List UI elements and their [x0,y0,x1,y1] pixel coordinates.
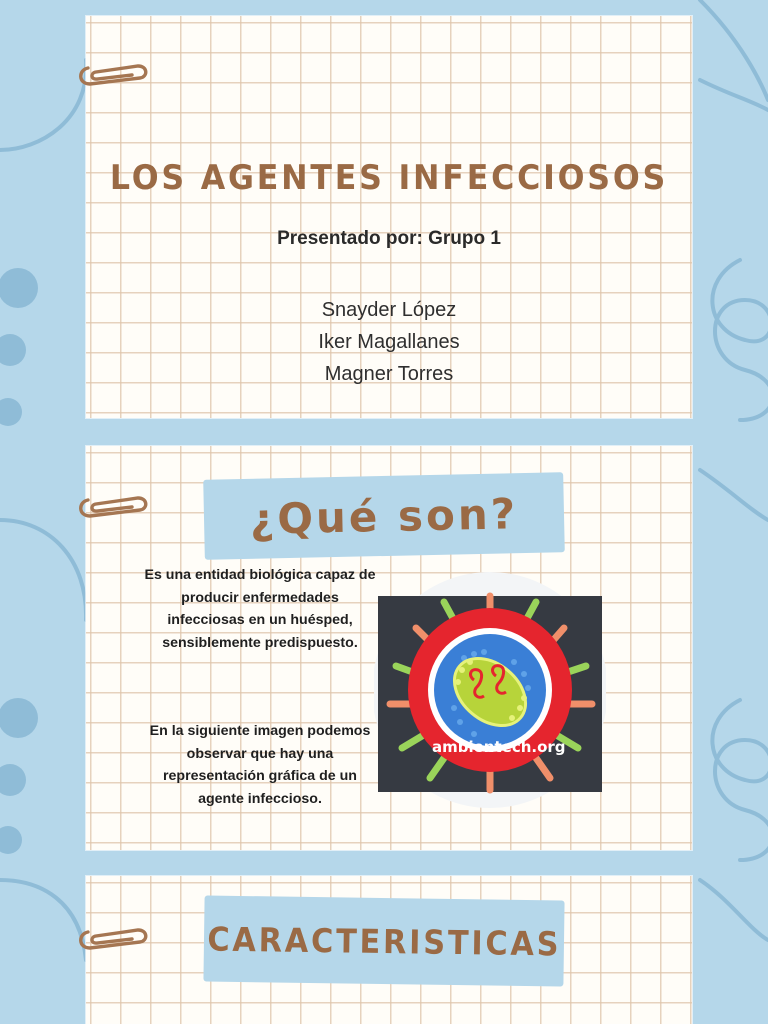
author-list [86,294,692,390]
author-name: Iker Magallanes [318,331,460,353]
heading-banner [203,895,564,986]
section-heading: CARACTERISTICAS [206,919,562,963]
section-heading: ¿Qué son? [249,488,519,544]
paperclip-icon [74,488,150,522]
author-name: Magner Torres [324,363,454,385]
image-description-paragraph: En la siguiente imagen podemos observar que hay una representación gráfica de un agente infeccioso. [149,723,371,807]
image-watermark: ambientech.org [432,738,566,756]
slide-definition [86,446,692,850]
presentation-title: LOS AGENTES INFECCIOSOS [109,158,669,198]
heading-banner [203,472,565,560]
slide-characteristics [86,876,692,1024]
slide-title [86,16,692,418]
author-name: Snayder López [321,299,457,321]
definition-paragraph: Es una entidad biológica capaz de producir enfermedades infecciosas en un huésped, sensiblemente predispuesto. [144,567,376,651]
virus-illustration-icon [374,558,606,822]
paperclip-icon [74,56,150,90]
presented-by-label: Presentado por: Grupo 1 [277,228,501,249]
paperclip-icon [74,920,150,954]
